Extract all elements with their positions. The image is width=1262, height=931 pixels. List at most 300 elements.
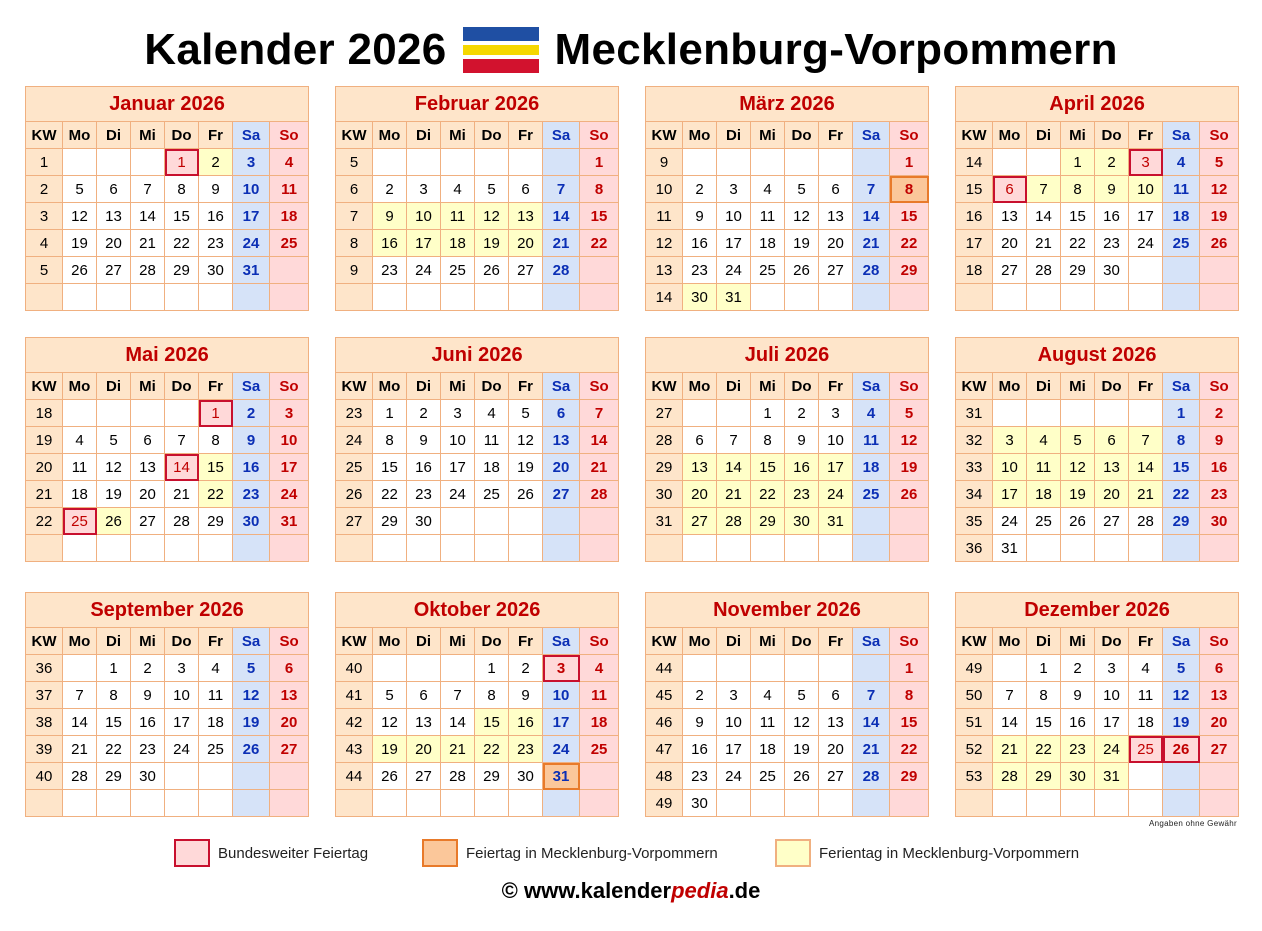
day-cell[interactable]: 4	[199, 655, 233, 682]
day-cell[interactable]: 9	[233, 427, 270, 454]
day-cell[interactable]: 23	[1095, 230, 1129, 257]
day-cell[interactable]	[1061, 535, 1095, 562]
day-cell[interactable]	[131, 149, 165, 176]
day-cell[interactable]: 15	[1163, 454, 1200, 481]
day-cell[interactable]: 8	[165, 176, 199, 203]
day-cell[interactable]: 28	[543, 257, 580, 284]
day-cell[interactable]: 22	[751, 481, 785, 508]
day-cell[interactable]: 12	[1200, 176, 1239, 203]
day-cell[interactable]	[1129, 790, 1163, 817]
day-cell[interactable]	[509, 508, 543, 535]
day-cell[interactable]: 6	[1095, 427, 1129, 454]
day-cell[interactable]	[785, 284, 819, 311]
day-cell[interactable]	[373, 655, 407, 682]
day-cell[interactable]	[131, 535, 165, 562]
day-cell[interactable]	[441, 655, 475, 682]
day-cell[interactable]: 24	[717, 763, 751, 790]
day-cell[interactable]: 25	[853, 481, 890, 508]
day-cell[interactable]: 10	[165, 682, 199, 709]
day-cell[interactable]	[543, 284, 580, 311]
day-cell[interactable]: 31	[233, 257, 270, 284]
day-cell[interactable]: 20	[543, 454, 580, 481]
day-cell[interactable]: 25	[270, 230, 309, 257]
day-cell[interactable]: 7	[165, 427, 199, 454]
day-cell[interactable]	[63, 149, 97, 176]
day-cell[interactable]: 10	[717, 709, 751, 736]
day-cell[interactable]: 27	[97, 257, 131, 284]
day-cell[interactable]: 16	[785, 454, 819, 481]
day-cell[interactable]: 9	[683, 203, 717, 230]
day-cell[interactable]	[543, 535, 580, 562]
day-cell[interactable]: 23	[509, 736, 543, 763]
day-cell[interactable]: 13	[683, 454, 717, 481]
day-cell[interactable]	[1027, 400, 1061, 427]
day-cell[interactable]: 18	[1163, 203, 1200, 230]
day-cell[interactable]: 16	[1200, 454, 1239, 481]
day-cell[interactable]	[165, 535, 199, 562]
day-cell[interactable]: 18	[1027, 481, 1061, 508]
day-cell[interactable]	[717, 535, 751, 562]
day-cell[interactable]: 9	[785, 427, 819, 454]
day-cell[interactable]: 3	[543, 655, 580, 682]
day-cell[interactable]: 28	[63, 763, 97, 790]
day-cell[interactable]: 12	[97, 454, 131, 481]
day-cell[interactable]	[270, 763, 309, 790]
day-cell[interactable]: 9	[1095, 176, 1129, 203]
day-cell[interactable]	[165, 400, 199, 427]
day-cell[interactable]	[233, 763, 270, 790]
day-cell[interactable]	[1095, 790, 1129, 817]
day-cell[interactable]: 16	[683, 736, 717, 763]
day-cell[interactable]: 30	[683, 790, 717, 817]
day-cell[interactable]: 19	[475, 230, 509, 257]
day-cell[interactable]: 4	[63, 427, 97, 454]
day-cell[interactable]	[785, 535, 819, 562]
day-cell[interactable]	[1163, 257, 1200, 284]
day-cell[interactable]: 15	[97, 709, 131, 736]
day-cell[interactable]: 6	[270, 655, 309, 682]
day-cell[interactable]	[580, 763, 619, 790]
day-cell[interactable]	[819, 790, 853, 817]
day-cell[interactable]: 9	[683, 709, 717, 736]
day-cell[interactable]	[373, 284, 407, 311]
day-cell[interactable]: 30	[131, 763, 165, 790]
day-cell[interactable]: 14	[853, 709, 890, 736]
day-cell[interactable]: 26	[785, 257, 819, 284]
day-cell[interactable]: 12	[63, 203, 97, 230]
day-cell[interactable]: 15	[890, 709, 929, 736]
day-cell[interactable]	[683, 149, 717, 176]
day-cell[interactable]: 14	[165, 454, 199, 481]
day-cell[interactable]: 21	[1129, 481, 1163, 508]
day-cell[interactable]	[270, 257, 309, 284]
day-cell[interactable]	[1129, 535, 1163, 562]
day-cell[interactable]: 29	[1061, 257, 1095, 284]
day-cell[interactable]: 31	[819, 508, 853, 535]
day-cell[interactable]	[97, 535, 131, 562]
day-cell[interactable]: 20	[270, 709, 309, 736]
day-cell[interactable]	[441, 535, 475, 562]
day-cell[interactable]: 13	[819, 203, 853, 230]
day-cell[interactable]	[1200, 763, 1239, 790]
day-cell[interactable]: 15	[890, 203, 929, 230]
day-cell[interactable]: 4	[853, 400, 890, 427]
day-cell[interactable]: 18	[751, 230, 785, 257]
day-cell[interactable]: 26	[1163, 736, 1200, 763]
day-cell[interactable]	[717, 790, 751, 817]
day-cell[interactable]	[543, 149, 580, 176]
day-cell[interactable]: 10	[993, 454, 1027, 481]
day-cell[interactable]: 11	[580, 682, 619, 709]
day-cell[interactable]: 21	[441, 736, 475, 763]
day-cell[interactable]: 3	[407, 176, 441, 203]
day-cell[interactable]: 19	[97, 481, 131, 508]
day-cell[interactable]: 30	[1061, 763, 1095, 790]
day-cell[interactable]: 19	[509, 454, 543, 481]
day-cell[interactable]: 5	[785, 682, 819, 709]
day-cell[interactable]	[853, 149, 890, 176]
day-cell[interactable]: 18	[751, 736, 785, 763]
day-cell[interactable]	[543, 790, 580, 817]
day-cell[interactable]: 23	[683, 763, 717, 790]
day-cell[interactable]: 16	[683, 230, 717, 257]
day-cell[interactable]: 2	[1200, 400, 1239, 427]
day-cell[interactable]: 22	[165, 230, 199, 257]
day-cell[interactable]	[1061, 284, 1095, 311]
day-cell[interactable]: 17	[717, 736, 751, 763]
day-cell[interactable]	[441, 284, 475, 311]
day-cell[interactable]: 12	[373, 709, 407, 736]
day-cell[interactable]	[819, 535, 853, 562]
day-cell[interactable]: 6	[1200, 655, 1239, 682]
day-cell[interactable]: 22	[373, 481, 407, 508]
day-cell[interactable]	[580, 257, 619, 284]
day-cell[interactable]: 23	[131, 736, 165, 763]
day-cell[interactable]: 3	[270, 400, 309, 427]
day-cell[interactable]: 7	[993, 682, 1027, 709]
day-cell[interactable]: 19	[1061, 481, 1095, 508]
day-cell[interactable]	[475, 284, 509, 311]
day-cell[interactable]	[751, 790, 785, 817]
day-cell[interactable]: 27	[543, 481, 580, 508]
day-cell[interactable]: 11	[751, 709, 785, 736]
day-cell[interactable]: 20	[1095, 481, 1129, 508]
day-cell[interactable]: 5	[890, 400, 929, 427]
day-cell[interactable]: 22	[475, 736, 509, 763]
day-cell[interactable]	[407, 655, 441, 682]
day-cell[interactable]	[819, 284, 853, 311]
day-cell[interactable]	[1027, 149, 1061, 176]
day-cell[interactable]: 28	[853, 763, 890, 790]
day-cell[interactable]: 20	[1200, 709, 1239, 736]
day-cell[interactable]	[475, 149, 509, 176]
day-cell[interactable]: 1	[199, 400, 233, 427]
day-cell[interactable]: 2	[509, 655, 543, 682]
day-cell[interactable]	[509, 149, 543, 176]
day-cell[interactable]: 17	[233, 203, 270, 230]
day-cell[interactable]	[785, 790, 819, 817]
day-cell[interactable]: 22	[97, 736, 131, 763]
day-cell[interactable]: 20	[819, 230, 853, 257]
day-cell[interactable]: 2	[199, 149, 233, 176]
day-cell[interactable]	[683, 400, 717, 427]
day-cell[interactable]: 7	[717, 427, 751, 454]
day-cell[interactable]	[1163, 284, 1200, 311]
day-cell[interactable]: 21	[580, 454, 619, 481]
day-cell[interactable]	[993, 655, 1027, 682]
day-cell[interactable]: 8	[1061, 176, 1095, 203]
day-cell[interactable]: 10	[1129, 176, 1163, 203]
day-cell[interactable]: 2	[407, 400, 441, 427]
day-cell[interactable]: 9	[199, 176, 233, 203]
day-cell[interactable]: 11	[63, 454, 97, 481]
day-cell[interactable]	[373, 790, 407, 817]
day-cell[interactable]: 25	[63, 508, 97, 535]
day-cell[interactable]	[819, 149, 853, 176]
day-cell[interactable]: 28	[993, 763, 1027, 790]
day-cell[interactable]: 6	[993, 176, 1027, 203]
day-cell[interactable]	[1095, 535, 1129, 562]
day-cell[interactable]: 8	[751, 427, 785, 454]
day-cell[interactable]: 13	[407, 709, 441, 736]
day-cell[interactable]: 3	[819, 400, 853, 427]
day-cell[interactable]: 14	[853, 203, 890, 230]
day-cell[interactable]: 15	[165, 203, 199, 230]
day-cell[interactable]: 30	[683, 284, 717, 311]
day-cell[interactable]: 24	[819, 481, 853, 508]
day-cell[interactable]	[97, 284, 131, 311]
day-cell[interactable]	[233, 790, 270, 817]
day-cell[interactable]: 4	[1163, 149, 1200, 176]
day-cell[interactable]: 17	[1129, 203, 1163, 230]
day-cell[interactable]: 27	[1095, 508, 1129, 535]
day-cell[interactable]: 28	[853, 257, 890, 284]
day-cell[interactable]: 22	[1061, 230, 1095, 257]
day-cell[interactable]: 17	[993, 481, 1027, 508]
day-cell[interactable]	[751, 655, 785, 682]
day-cell[interactable]: 15	[475, 709, 509, 736]
day-cell[interactable]	[270, 284, 309, 311]
day-cell[interactable]: 11	[853, 427, 890, 454]
day-cell[interactable]: 8	[1163, 427, 1200, 454]
day-cell[interactable]: 8	[1027, 682, 1061, 709]
day-cell[interactable]: 16	[373, 230, 407, 257]
day-cell[interactable]	[993, 790, 1027, 817]
day-cell[interactable]	[1129, 284, 1163, 311]
day-cell[interactable]: 10	[407, 203, 441, 230]
day-cell[interactable]: 25	[441, 257, 475, 284]
day-cell[interactable]: 24	[441, 481, 475, 508]
day-cell[interactable]: 24	[1095, 736, 1129, 763]
day-cell[interactable]: 2	[1061, 655, 1095, 682]
day-cell[interactable]: 26	[373, 763, 407, 790]
day-cell[interactable]: 4	[475, 400, 509, 427]
day-cell[interactable]: 17	[407, 230, 441, 257]
day-cell[interactable]: 4	[441, 176, 475, 203]
day-cell[interactable]	[63, 790, 97, 817]
day-cell[interactable]: 23	[233, 481, 270, 508]
day-cell[interactable]: 2	[683, 176, 717, 203]
day-cell[interactable]	[1200, 535, 1239, 562]
day-cell[interactable]: 12	[785, 203, 819, 230]
day-cell[interactable]: 7	[441, 682, 475, 709]
day-cell[interactable]: 1	[1163, 400, 1200, 427]
day-cell[interactable]: 25	[199, 736, 233, 763]
day-cell[interactable]: 29	[475, 763, 509, 790]
day-cell[interactable]: 25	[1129, 736, 1163, 763]
day-cell[interactable]: 19	[890, 454, 929, 481]
footer-url[interactable]	[0, 878, 1262, 904]
day-cell[interactable]	[785, 149, 819, 176]
day-cell[interactable]	[785, 655, 819, 682]
day-cell[interactable]: 21	[853, 230, 890, 257]
day-cell[interactable]: 22	[1163, 481, 1200, 508]
day-cell[interactable]: 13	[543, 427, 580, 454]
day-cell[interactable]: 6	[407, 682, 441, 709]
day-cell[interactable]: 9	[1061, 682, 1095, 709]
day-cell[interactable]	[580, 535, 619, 562]
day-cell[interactable]: 11	[475, 427, 509, 454]
day-cell[interactable]: 28	[131, 257, 165, 284]
day-cell[interactable]	[1200, 790, 1239, 817]
day-cell[interactable]: 27	[819, 257, 853, 284]
day-cell[interactable]: 14	[1129, 454, 1163, 481]
day-cell[interactable]: 12	[475, 203, 509, 230]
day-cell[interactable]	[199, 284, 233, 311]
day-cell[interactable]: 31	[1095, 763, 1129, 790]
day-cell[interactable]: 6	[509, 176, 543, 203]
day-cell[interactable]	[1200, 257, 1239, 284]
day-cell[interactable]	[63, 400, 97, 427]
day-cell[interactable]: 17	[270, 454, 309, 481]
day-cell[interactable]: 24	[407, 257, 441, 284]
day-cell[interactable]	[580, 508, 619, 535]
day-cell[interactable]: 16	[131, 709, 165, 736]
day-cell[interactable]: 1	[1027, 655, 1061, 682]
day-cell[interactable]	[717, 655, 751, 682]
day-cell[interactable]: 15	[580, 203, 619, 230]
day-cell[interactable]: 10	[270, 427, 309, 454]
day-cell[interactable]: 9	[373, 203, 407, 230]
day-cell[interactable]	[1061, 400, 1095, 427]
day-cell[interactable]: 3	[717, 682, 751, 709]
day-cell[interactable]: 13	[97, 203, 131, 230]
day-cell[interactable]	[165, 763, 199, 790]
day-cell[interactable]	[993, 284, 1027, 311]
day-cell[interactable]: 22	[199, 481, 233, 508]
day-cell[interactable]: 11	[1163, 176, 1200, 203]
day-cell[interactable]: 13	[1200, 682, 1239, 709]
day-cell[interactable]: 11	[1129, 682, 1163, 709]
day-cell[interactable]: 24	[1129, 230, 1163, 257]
day-cell[interactable]: 4	[580, 655, 619, 682]
day-cell[interactable]: 19	[785, 230, 819, 257]
day-cell[interactable]: 2	[373, 176, 407, 203]
day-cell[interactable]: 3	[165, 655, 199, 682]
day-cell[interactable]: 16	[407, 454, 441, 481]
day-cell[interactable]: 4	[270, 149, 309, 176]
day-cell[interactable]: 15	[751, 454, 785, 481]
day-cell[interactable]: 17	[717, 230, 751, 257]
day-cell[interactable]	[853, 508, 890, 535]
day-cell[interactable]: 27	[407, 763, 441, 790]
day-cell[interactable]: 8	[890, 682, 929, 709]
day-cell[interactable]: 26	[233, 736, 270, 763]
day-cell[interactable]: 11	[1027, 454, 1061, 481]
day-cell[interactable]: 25	[580, 736, 619, 763]
day-cell[interactable]	[1061, 790, 1095, 817]
day-cell[interactable]: 13	[131, 454, 165, 481]
day-cell[interactable]	[890, 508, 929, 535]
day-cell[interactable]: 6	[819, 176, 853, 203]
day-cell[interactable]	[1163, 790, 1200, 817]
day-cell[interactable]	[853, 535, 890, 562]
day-cell[interactable]: 29	[1163, 508, 1200, 535]
day-cell[interactable]	[475, 535, 509, 562]
day-cell[interactable]: 3	[717, 176, 751, 203]
day-cell[interactable]	[407, 535, 441, 562]
day-cell[interactable]: 6	[97, 176, 131, 203]
day-cell[interactable]: 22	[1027, 736, 1061, 763]
day-cell[interactable]	[270, 535, 309, 562]
day-cell[interactable]: 7	[543, 176, 580, 203]
day-cell[interactable]	[373, 535, 407, 562]
day-cell[interactable]: 2	[785, 400, 819, 427]
day-cell[interactable]: 31	[717, 284, 751, 311]
day-cell[interactable]: 11	[441, 203, 475, 230]
day-cell[interactable]: 31	[993, 535, 1027, 562]
day-cell[interactable]: 11	[751, 203, 785, 230]
day-cell[interactable]	[1095, 284, 1129, 311]
day-cell[interactable]	[131, 400, 165, 427]
day-cell[interactable]: 20	[993, 230, 1027, 257]
day-cell[interactable]: 5	[1200, 149, 1239, 176]
day-cell[interactable]: 30	[233, 508, 270, 535]
day-cell[interactable]: 27	[683, 508, 717, 535]
day-cell[interactable]: 26	[97, 508, 131, 535]
day-cell[interactable]: 28	[1129, 508, 1163, 535]
day-cell[interactable]	[1095, 400, 1129, 427]
day-cell[interactable]: 23	[1200, 481, 1239, 508]
day-cell[interactable]: 21	[165, 481, 199, 508]
day-cell[interactable]: 6	[819, 682, 853, 709]
day-cell[interactable]	[407, 790, 441, 817]
day-cell[interactable]: 29	[890, 763, 929, 790]
day-cell[interactable]	[509, 284, 543, 311]
day-cell[interactable]: 5	[373, 682, 407, 709]
day-cell[interactable]	[509, 535, 543, 562]
day-cell[interactable]	[580, 284, 619, 311]
day-cell[interactable]	[1027, 535, 1061, 562]
day-cell[interactable]	[993, 400, 1027, 427]
day-cell[interactable]	[233, 284, 270, 311]
day-cell[interactable]: 5	[475, 176, 509, 203]
day-cell[interactable]: 10	[717, 203, 751, 230]
day-cell[interactable]: 4	[751, 682, 785, 709]
day-cell[interactable]: 14	[441, 709, 475, 736]
day-cell[interactable]	[890, 790, 929, 817]
day-cell[interactable]: 25	[751, 763, 785, 790]
day-cell[interactable]: 17	[543, 709, 580, 736]
day-cell[interactable]	[1163, 763, 1200, 790]
day-cell[interactable]	[165, 284, 199, 311]
day-cell[interactable]: 5	[509, 400, 543, 427]
day-cell[interactable]: 1	[97, 655, 131, 682]
day-cell[interactable]: 4	[1129, 655, 1163, 682]
day-cell[interactable]	[751, 535, 785, 562]
day-cell[interactable]: 5	[233, 655, 270, 682]
day-cell[interactable]: 9	[1200, 427, 1239, 454]
